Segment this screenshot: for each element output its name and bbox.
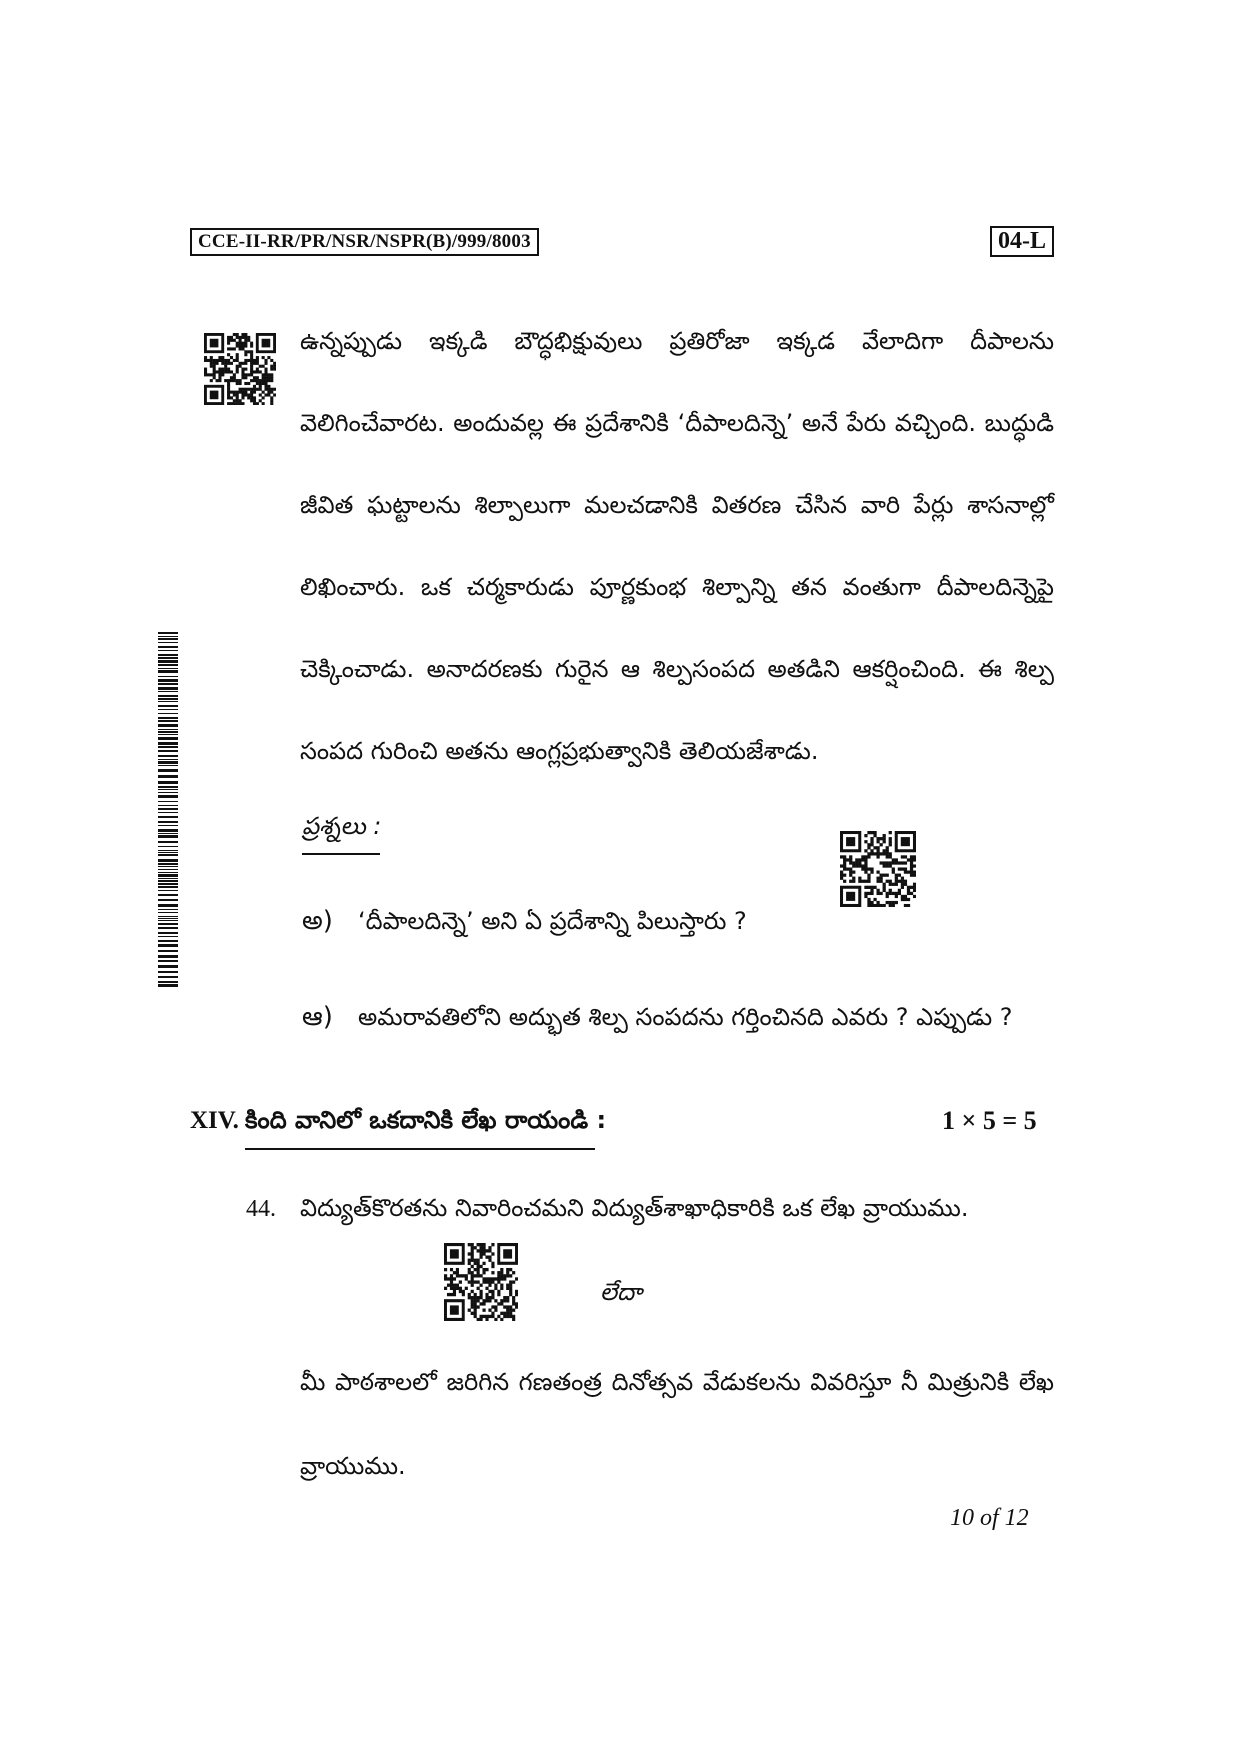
qr-code-top-left: [204, 333, 276, 405]
question-text: అమరావతిలోని అద్భుత శిల్ప సంపదను గర్తించినది ఎవరు ? ఎప్పుడు ?: [358, 1003, 1013, 1031]
set-code: 04-L: [990, 226, 1054, 257]
question-paper-code: CCE-II-RR/PR/NSR/NSPR(B)/999/8003: [190, 228, 539, 256]
section-marks: 1 × 5 = 5: [942, 1106, 1037, 1135]
or-label: లేదా: [600, 1278, 642, 1306]
section-title: కింది వానిలో ఒకదానికి లేఖ రాయండి :: [245, 1106, 607, 1134]
questions-heading-underline: [302, 853, 380, 855]
question-44-text: విద్యుత్‌కొరతను నివారించమని విద్యుత్‌శాఖాధికారికి ఒక లేఖ వ్రాయుము.: [300, 1194, 969, 1222]
question-label: అ): [302, 906, 333, 936]
question-44-alternative: మీ పాఠశాలలో జరిగిన గణతంత్ర దినోత్సవ వేడుకలను వివరిస్తూ నీ మిత్రునికి లేఖ వ్రాయుము.: [300, 1368, 1054, 1480]
page-number: 10 of 12: [950, 1505, 1029, 1531]
questions-heading: ప్రశ్నలు :: [302, 812, 382, 840]
section-number: XIV.: [190, 1107, 239, 1134]
barcode: [158, 632, 178, 988]
section-title-underline: [245, 1148, 595, 1150]
qr-code-questions: [840, 831, 916, 907]
question-number: 44.: [246, 1196, 276, 1222]
question-label: ఆ): [302, 1002, 333, 1032]
qr-code-q44: [444, 1243, 518, 1321]
question-item: [302, 906, 747, 942]
question-item: [302, 1002, 1013, 1038]
passage-text: ఉన్నప్పుడు ఇక్కడి బౌద్ధభిక్షువులు ప్రతిరోజా ఇక్కడ వేలాదిగా దీపాలను వెలిగించేవారట. అందువల్ల ఈ ప్రదేశానికి ‘దీపాలదిన్నె’ అనే పేరు వచ్చింది. బుద్ధుడి జీవిత ఘట్టాలను శిల్పాలుగా మలచడానికి వితరణ చేసిన వారి పేర్లు శాసనాల్లో లిఖించారు. ఒక చర్మకారుడు పూర్ణకుంభ శిల్పాన్ని తన వంతుగా దీపాలదిన్నెపై చెక్కించాడు. అనాదరణకు గురైన ఆ శిల్పసంపద అతడిని ఆకర్షించింది. ఈ శిల్ప సంపద గురించి అతను ఆంగ్లప్రభుత్వానికి తెలియజేశాడు.: [300, 327, 1054, 765]
question-text: ‘దీపాలదిన్నె’ అని ఏ ప్రదేశాన్ని పిలుస్తారు ?: [358, 907, 747, 935]
